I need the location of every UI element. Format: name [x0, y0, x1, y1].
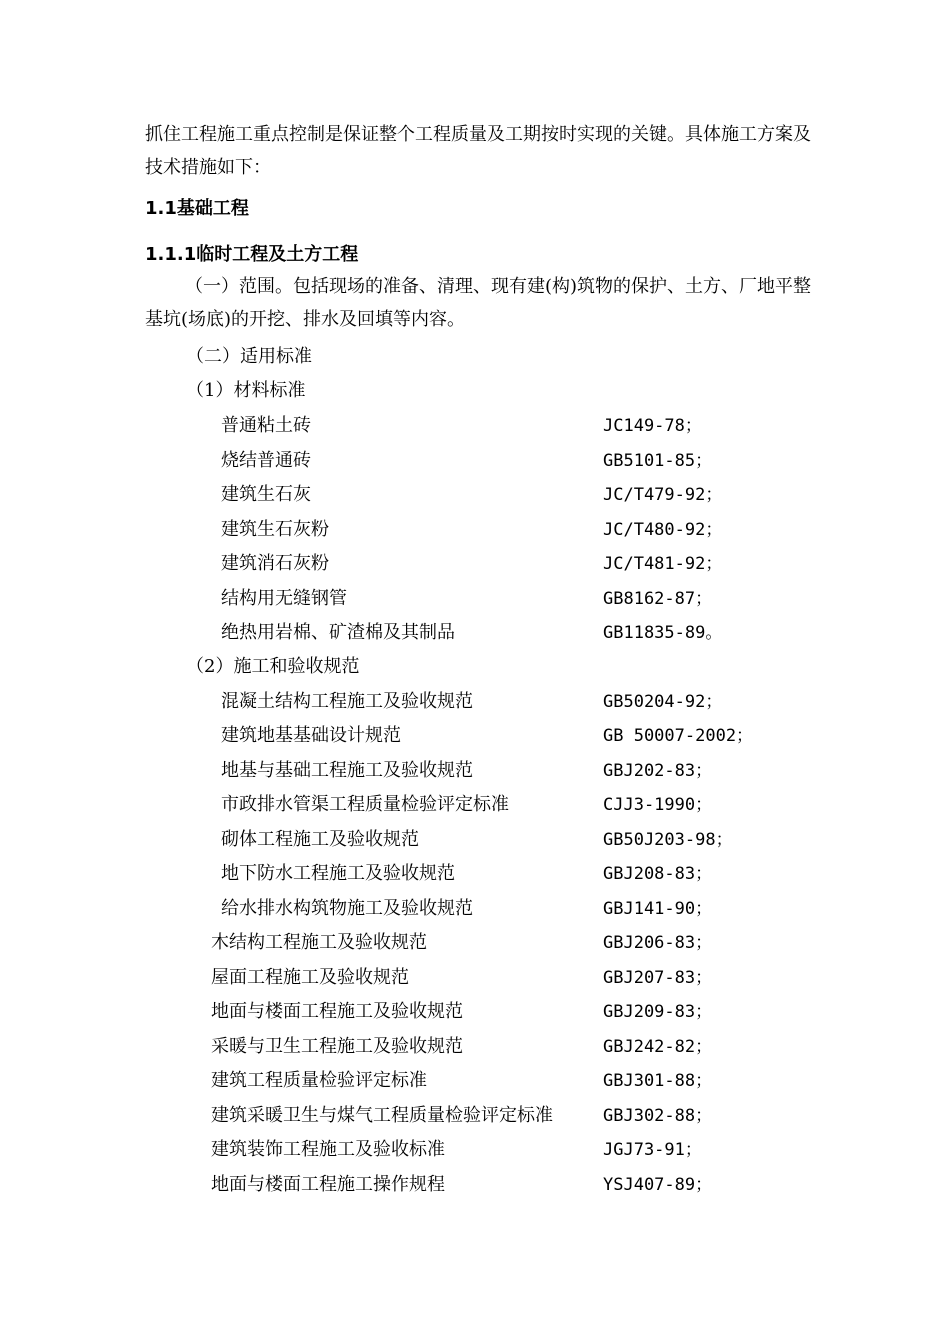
standard-code: GB50J203-98； — [603, 830, 733, 850]
spec-standard-row — [0, 724, 950, 748]
standard-code: GBJ209-83； — [603, 1002, 713, 1022]
standard-code: GBJ141-90； — [603, 899, 713, 919]
spec-standard-row — [0, 1138, 950, 1162]
spec-standard-row — [0, 862, 950, 886]
standard-name: 地面与楼面工程施工操作规程 — [211, 1174, 445, 1195]
standard-name: 建筑采暖卫生与煤气工程质量检验评定标准 — [211, 1105, 553, 1126]
standard-name: 地面与楼面工程施工及验收规范 — [211, 1001, 463, 1022]
material-standard-row — [0, 587, 950, 611]
heading-foundation-works: 1.1基础工程 — [145, 198, 249, 219]
spec-standard-row — [0, 897, 950, 921]
standard-name: 建筑生石灰粉 — [221, 519, 329, 540]
heading-temporary-earthworks: 1.1.1临时工程及土方工程 — [145, 244, 359, 265]
material-standard-row — [0, 414, 950, 438]
standard-code: GBJ242-82； — [603, 1037, 713, 1057]
spec-standard-row — [0, 1104, 950, 1128]
standard-name: 屋面工程施工及验收规范 — [211, 967, 409, 988]
spec-standard-row — [0, 793, 950, 817]
standard-name: 采暖与卫生工程施工及验收规范 — [211, 1036, 463, 1057]
standard-code: GB50204-92； — [603, 692, 723, 712]
material-standard-row — [0, 552, 950, 576]
spec-standard-row — [0, 966, 950, 990]
spec-standard-row — [0, 1173, 950, 1197]
standard-name: 结构用无缝钢管 — [221, 588, 347, 609]
standard-name: 给水排水构筑物施工及验收规范 — [221, 898, 473, 919]
standard-name: 地基与基础工程施工及验收规范 — [221, 760, 473, 781]
material-standards-title: （1）材料标准 — [186, 380, 306, 401]
standard-code: GBJ207-83； — [603, 968, 713, 988]
standard-name: 绝热用岩棉、矿渣棉及其制品 — [221, 622, 455, 643]
spec-standard-row — [0, 759, 950, 783]
spec-standard-row — [0, 690, 950, 714]
standard-name: 普通粘土砖 — [221, 415, 311, 436]
standard-code: CJJ3-1990； — [603, 795, 713, 815]
spec-standard-row — [0, 1035, 950, 1059]
standard-name: 市政排水管渠工程质量检验评定标准 — [221, 794, 509, 815]
standard-code: GBJ202-83； — [603, 761, 713, 781]
spec-standard-row — [0, 931, 950, 955]
standard-code: GBJ302-88； — [603, 1106, 713, 1126]
standard-code: JC/T479-92； — [603, 485, 723, 505]
standard-name: 木结构工程施工及验收规范 — [211, 932, 427, 953]
standard-name: 建筑生石灰 — [221, 484, 311, 505]
standard-code: JGJ73-91； — [603, 1140, 702, 1160]
standard-code: GBJ301-88； — [603, 1071, 713, 1091]
material-standard-row — [0, 483, 950, 507]
intro-paragraph: 抓住工程施工重点控制是保证整个工程质量及工期按时实现的关键。具体施工方案及技术措施如下： — [145, 124, 811, 178]
standard-code: JC/T480-92； — [603, 520, 723, 540]
standard-name: 地下防水工程施工及验收规范 — [221, 863, 455, 884]
standard-code: GBJ208-83； — [603, 864, 713, 884]
standard-code: JC149-78； — [603, 416, 702, 436]
standard-name: 建筑装饰工程施工及验收标准 — [211, 1139, 445, 1160]
standard-code: GBJ206-83； — [603, 933, 713, 953]
standard-name: 建筑工程质量检验评定标准 — [211, 1070, 427, 1091]
standard-name: 烧结普通砖 — [221, 450, 311, 471]
spec-standard-row — [0, 1069, 950, 1093]
scope-paragraph: （一）范围。包括现场的准备、清理、现有建(构)筑物的保护、土方、厂地平整基坑(场底)的开挖、排水及回填等内容。 — [145, 276, 812, 330]
construction-acceptance-specs-title: （2）施工和验收规范 — [186, 656, 360, 677]
standard-code: JC/T481-92； — [603, 554, 723, 574]
standard-code: GB5101-85； — [603, 451, 713, 471]
standard-code: GB8162-87； — [603, 589, 713, 609]
standard-code: YSJ407-89； — [603, 1175, 713, 1195]
standard-name: 建筑消石灰粉 — [221, 553, 329, 574]
material-standard-row — [0, 449, 950, 473]
standard-code: GB11835-89。 — [603, 623, 723, 643]
material-standard-row — [0, 621, 950, 645]
spec-standard-row — [0, 828, 950, 852]
standard-name: 混凝土结构工程施工及验收规范 — [221, 691, 473, 712]
standard-name: 建筑地基基础设计规范 — [221, 725, 401, 746]
applicable-standards-title: （二）适用标准 — [186, 346, 312, 367]
standard-name: 砌体工程施工及验收规范 — [221, 829, 419, 850]
spec-standard-row — [0, 1000, 950, 1024]
standard-code: GB 50007-2002； — [603, 726, 754, 746]
material-standard-row — [0, 518, 950, 542]
